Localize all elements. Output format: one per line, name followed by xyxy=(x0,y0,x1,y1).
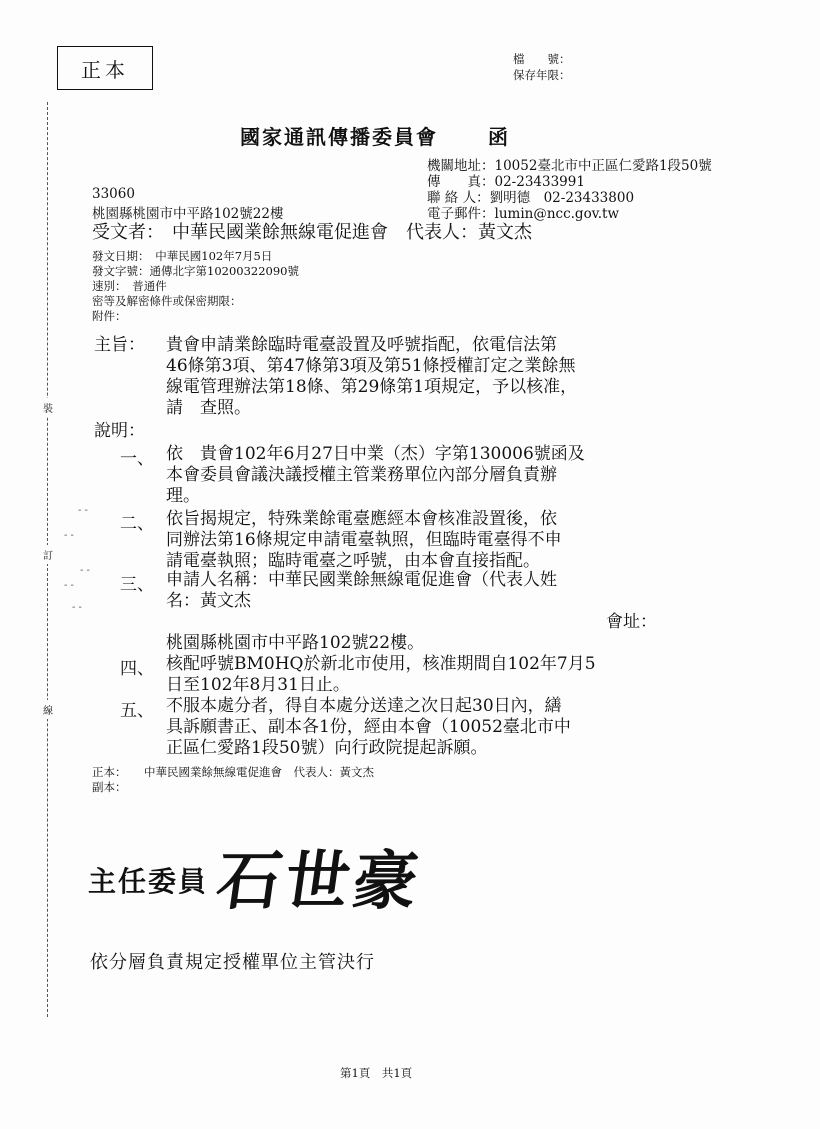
item-line: 日至102年8月31日止。 xyxy=(166,675,350,695)
association-address-label: 會址： xyxy=(606,612,657,632)
binding-mark-bottom: 線 xyxy=(43,700,53,719)
item-number: 四、 xyxy=(120,659,154,679)
item-line: 申請人名稱：中華民國業餘無線電促進會（代表人姓 xyxy=(166,570,557,590)
subject-line: 線電管理辦法第18條、第29條第1項規定，予以核准， xyxy=(166,377,578,397)
fax-number: 傳 真：02-23433991 xyxy=(427,174,585,190)
binding-tick: - - xyxy=(80,565,90,576)
item-line: 理。 xyxy=(166,486,200,506)
agency-title: 國家通訊傳播委員會 xyxy=(240,125,438,149)
email: 電子郵件：lumin@ncc.gov.tw xyxy=(427,206,619,222)
delivery-speed: 速別： 普通件 xyxy=(92,279,167,293)
association-address: 桃園縣桃園市中平路102號22樓。 xyxy=(166,633,425,653)
recipient-label: 受文者： xyxy=(92,222,164,243)
explanation-label: 說明： xyxy=(94,421,145,441)
binding-tick: - - xyxy=(78,505,88,516)
binding-tick: - - xyxy=(64,580,74,591)
subject-line: 貴會申請業餘臨時電臺設置及呼號指配，依電信法第 xyxy=(166,335,557,355)
signatory-signature: 石世豪 xyxy=(211,844,427,919)
original-copy-stamp: 正本 xyxy=(57,46,153,90)
document-type: 函 xyxy=(488,125,510,149)
issue-date: 發文日期： 中華民國102年7月5日 xyxy=(92,249,273,263)
item-line: 正區仁愛路1段50號）向行政院提起訴願。 xyxy=(166,738,488,758)
item-number: 五、 xyxy=(120,701,154,721)
carbon-copy-label: 副本： xyxy=(92,780,127,794)
item-line: 核配呼號BM0HQ於新北市使用，核准期間自102年7月5 xyxy=(166,654,596,674)
recipient-address: 桃園縣桃園市中平路102號22樓 xyxy=(92,206,284,222)
item-line: 名：黃文杰 xyxy=(166,591,251,611)
security-level: 密等及解密條件或保密期限： xyxy=(92,294,242,308)
item-number: 三、 xyxy=(120,575,154,595)
item-number: 二、 xyxy=(120,514,154,534)
subject-line: 請 查照。 xyxy=(166,398,251,418)
binding-mark-top: 裝 xyxy=(43,398,53,417)
page-number: 第1頁 共1頁 xyxy=(340,1066,413,1080)
delegation-note: 依分層負責規定授權單位主管決行 xyxy=(90,952,375,973)
document-number: 發文字號：通傳北字第10200322090號 xyxy=(92,264,299,278)
agency-address: 機關地址：10052臺北市中正區仁愛路1段50號 xyxy=(427,158,712,174)
contact-person: 聯 絡 人：劉明德 02-23433800 xyxy=(427,190,635,206)
recipient-name: 中華民國業餘無線電促進會 代表人：黃文杰 xyxy=(172,222,532,243)
subject-line: 46條第3項、第47條第3項及第51條授權訂定之業餘無 xyxy=(166,356,576,376)
item-line: 依 貴會102年6月27日中業（杰）字第130006號函及 xyxy=(166,444,585,464)
original-copy-recipient: 中華民國業餘無線電促進會 代表人：黃文杰 xyxy=(144,765,374,779)
item-line: 依旨揭規定，特殊業餘電臺應經本會核准設置後，依 xyxy=(166,509,557,529)
item-number: 一、 xyxy=(120,449,154,469)
binding-tick: - - xyxy=(72,602,82,613)
binding-mark-middle: 訂 xyxy=(43,545,53,564)
signatory-title: 主任委員 xyxy=(88,865,209,898)
item-line: 本會委員會議決議授權主管業務單位內部分層負責辦 xyxy=(166,465,557,485)
subject-label: 主旨： xyxy=(94,335,145,355)
retention-period: 保存年限： xyxy=(513,68,571,82)
item-line: 不服本處分者，得自本處分送達之次日起30日內，繕 xyxy=(166,696,562,716)
item-line: 具訴願書正、副本各1份，經由本會（10052臺北市中 xyxy=(166,717,571,737)
original-copy-label: 正本： xyxy=(92,765,127,779)
file-number: 檔 號： xyxy=(513,52,571,66)
item-line: 同辦法第16條規定申請電臺執照，但臨時電臺得不申 xyxy=(166,530,562,550)
attachment: 附件： xyxy=(92,309,127,323)
item-line: 請電臺執照；臨時電臺之呼號，由本會直接指配。 xyxy=(166,551,540,571)
recipient-postcode: 33060 xyxy=(92,186,135,202)
binding-tick: - - xyxy=(64,530,74,541)
